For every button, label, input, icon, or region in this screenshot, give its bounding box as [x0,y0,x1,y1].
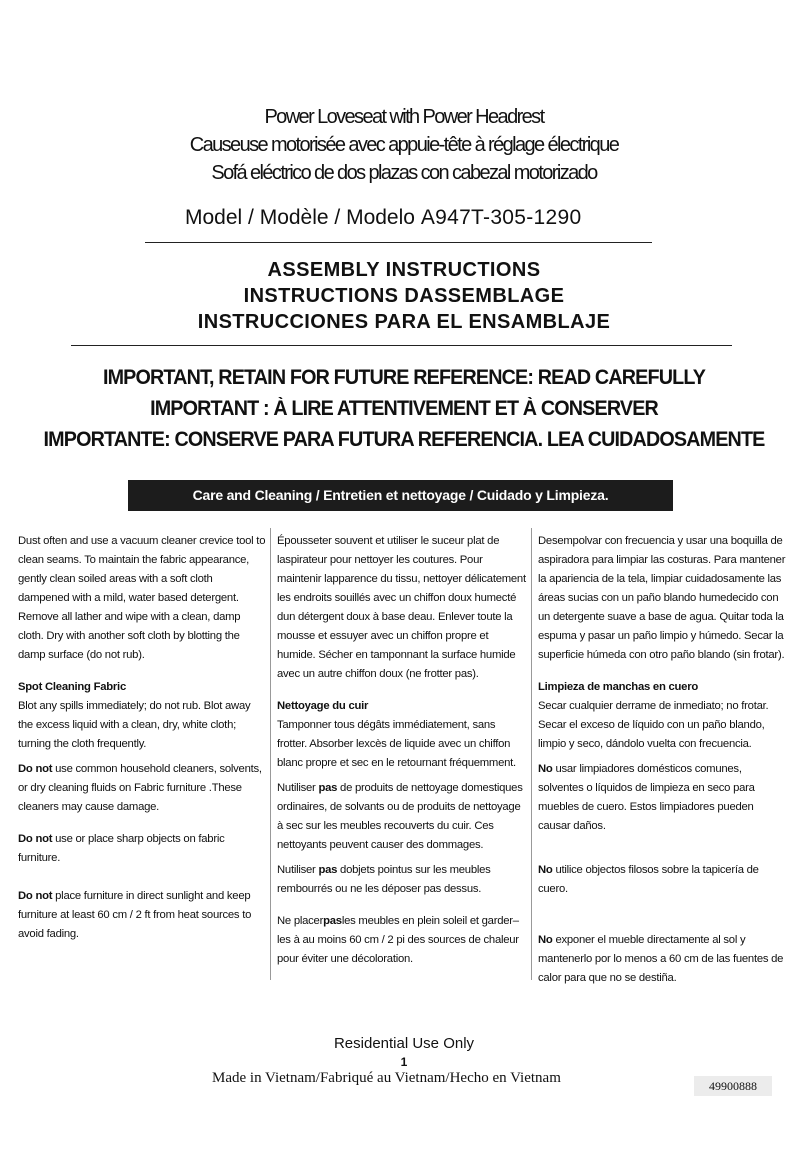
product-title-fr: Causeuse motorisée avec appuie-tête à réglage électrique [189,134,619,156]
column-english [18,532,266,944]
warning-lead: Do not [18,763,53,775]
spot-text-es: Secar cualquier derrame de inmediato; no frotar. Secar el exceso de líquido con un paño blando, limpio y seco, dándolo vuelta con frecuencia. [538,700,769,750]
care-cleaning-banner: Care and Cleaning / Entretien et nettoyage / Cuidado y Limpieza. [128,480,673,511]
warning-text: utilice objectos filosos sobre la tapicería de cuero. [538,864,759,895]
warning-text: use common household cleaners, solvents, or dry cleaning fluids on Fabric furniture .These cleaners may cause damage. [18,763,262,813]
model-label: Model / Modèle / Modelo [185,206,415,229]
warning-lead: No [538,864,553,876]
care-intro-fr: Épousseter souvent et utiliser le suceur plat de laspirateur pour nettoyer les coutures. Pour maintenir lapparence du tissu, nettoyer délicatement les endroits souillés avec un chiffon doux humecté dun détergent doux à base deau. Enlever toute la mousse et essuyer avec un chiffon propre et humide. Sécher en tamponnant la surface humide avec un autre chiffon doux (ne frotter pas). [277,535,526,680]
warning-lead: pas [318,864,338,876]
care-intro-en: Dust often and use a vacuum cleaner crevice tool to clean seams. To maintain the fabric appearance, gently clean soiled areas with a soft cloth dampened with a mild, water based detergent. Remove all lather and wipe with a clean, damp cloth. Dry with another soft cloth by blotting the damp surface (do not rub). [18,535,266,661]
assembly-divider [71,345,732,346]
spot-heading-fr: Nettoyage du cuir [277,700,369,712]
document-code: 49900888 [694,1076,772,1096]
warning-text: exponer el mueble directamente al sol y mantenerlo por lo menos a 60 cm de las fuentes de calor para que no se destiña. [538,934,784,984]
spot-heading-es: Limpieza de manchas en cuero [538,681,698,693]
warning-pre: Nutiliser [277,864,319,876]
product-title-en: Power Loveseat with Power Headrest [264,106,544,128]
warning-sharp-fr [277,861,526,899]
warning-lead: Do not [18,833,53,845]
model-line [185,206,581,230]
made-in-note: Made in Vietnam/Fabriqué au Vietnam/Hecho en Vietnam [212,1070,561,1086]
column-spanish [538,532,788,988]
warning-lead: No [538,934,553,946]
header-divider [145,242,652,243]
product-title-es: Sofá eléctrico de dos plazas con cabezal motorizado [211,162,597,184]
spot-heading-en: Spot Cleaning Fabric [18,681,126,693]
warning-text: usar limpiadores domésticos comunes, solventes o líquidos de limpieza en seco para muebles de cuero. Estos limpiadores pueden causar daños. [538,763,755,832]
warning-sunlight-es [538,931,788,988]
warning-lead: Do not [18,890,53,902]
warning-lead: pas [323,915,342,927]
spot-text-en: Blot any spills immediately; do not rub. Blot away the excess liquid with a clean, dry, white cloth; turning the cloth frequently. [18,700,251,750]
warning-lead: No [538,763,553,775]
assembly-title-fr: INSTRUCTIONS DASSEMBLAGE [243,285,565,307]
warning-pre: Ne placer [277,915,324,927]
warning-text: les meubles en plein soleil et garder–les à au moins 60 cm / 2 pi des sources de chaleur pour éviter une décoloration. [277,915,519,965]
page-number: 1 [400,1055,408,1069]
warning-sharp-en [18,830,266,868]
spot-text-fr: Tamponner tous dégâts immédiatement, sans frotter. Absorber lexcès de liquide avec un chiffon blanc propre et sec en le retournant fréquemment. [277,719,516,769]
warning-sunlight-en [18,887,266,944]
important-notice-fr: IMPORTANT : À LIRE ATTENTIVEMENT ET À CONSERVER [150,397,658,420]
assembly-title-en: ASSEMBLY INSTRUCTIONS [267,259,541,281]
warning-text: place furniture in direct sunlight and keep furniture at least 60 cm / 2 ft from heat sources to avoid fading. [18,890,252,940]
residential-use-note: Residential Use Only [333,1035,475,1052]
warning-cleaners-en [18,760,266,817]
warning-sunlight-fr [277,912,526,969]
warning-text: dobjets pointus sur les meubles rembourrés ou ne les déposer pas dessus. [277,864,491,895]
important-notice-es: IMPORTANTE: CONSERVE PARA FUTURA REFERENCIA. LEA CUIDADOSAMENTE [43,428,765,451]
column-french [277,532,526,969]
warning-text: de produits de nettoyage domestiques ordinaires, de solvants ou de produits de nettoyage à sec sur les meubles recouverts du cuir. Ces nettoyants peuvent causer des dommages. [277,782,523,851]
model-code: A947T-305-1290 [420,206,582,229]
warning-pre: Nutiliser [277,782,319,794]
warning-text: use or place sharp objects on fabric furniture. [18,833,225,864]
warning-lead: pas [318,782,338,794]
care-intro-es: Desempolvar con frecuencia y usar una boquilla de aspiradora para limpiar las costuras. Para mantener la apariencia de la tela, limpiar cuidadosamente las áreas sucias con un paño blando humedecido con un detergente suave a base de agua. Quitar toda la espuma y pasar un paño limpio y húmedo. Secar la superficie húmeda con otro paño blando (sin frotar). [538,535,786,661]
assembly-title-es: INSTRUCCIONES PARA EL ENSAMBLAJE [197,311,611,333]
warning-cleaners-es [538,760,788,836]
column-divider-2 [531,528,532,980]
warning-cleaners-fr [277,779,526,855]
warning-sharp-es [538,861,788,899]
important-notice-en: IMPORTANT, RETAIN FOR FUTURE REFERENCE: READ CAREFULLY [102,366,706,389]
column-divider-1 [270,528,271,980]
